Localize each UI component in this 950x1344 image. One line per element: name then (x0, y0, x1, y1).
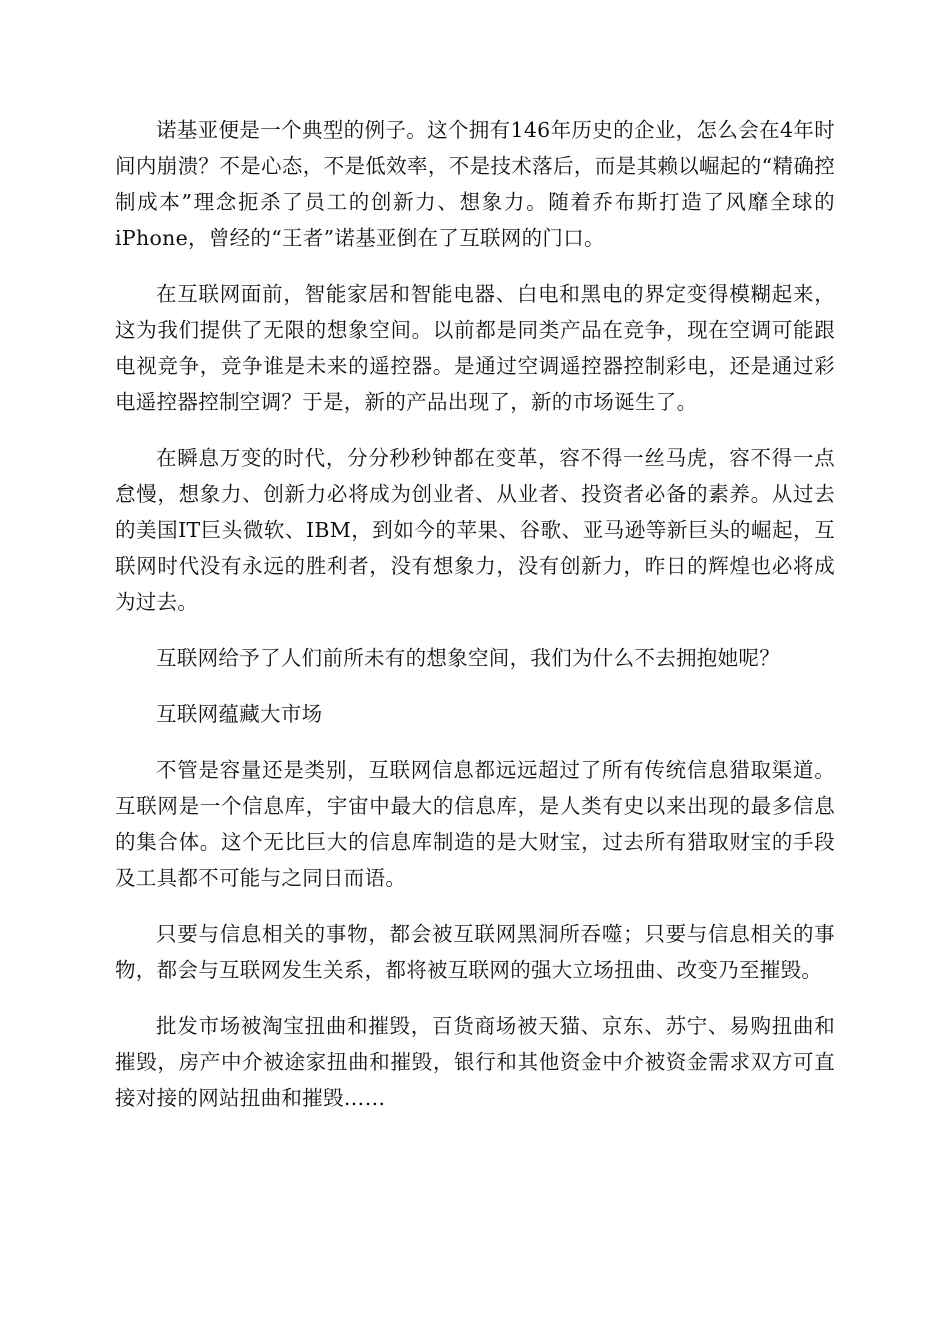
paragraph-disruption: 批发市场被淘宝扭曲和摧毁，百货商场被天猫、京东、苏宁、易购扭曲和摧毁，房产中介被途家扭曲和摧毁，银行和其他资金中介被资金需求双方可直接对接的网站扭曲和摧毁…… (115, 1014, 835, 1110)
paragraph-smart-home: 在互联网面前，智能家居和智能电器、白电和黑电的界定变得模糊起来，这为我们提供了无限的想象空间。以前都是同类产品在竞争，现在空调可能跟电视竞争，竞争谁是未来的遥控器。是通过空调遥控器控制彩电，还是通过彩电遥控器控制空调？于是，新的产品出现了，新的市场诞生了。 (115, 282, 835, 414)
paragraph-innovation: 在瞬息万变的时代，分分秒秒钟都在变革，容不得一丝马虎，容不得一点怠慢，想象力、创新力必将成为创业者、从业者、投资者必备的素养。从过去的美国IT巨头微软、IBM，到如今的苹果、谷歌、亚马逊等新巨头的崛起，互联网时代没有永远的胜利者，没有想象力，没有创新力，昨日的辉煌也必将成为过去。 (115, 446, 835, 614)
paragraph-black-hole: 只要与信息相关的事物，都会被互联网黑洞所吞噬；只要与信息相关的事物，都会与互联网发生关系，都将被互联网的强大立场扭曲、改变乃至摧毁。 (115, 922, 835, 982)
paragraph-information-library: 不管是容量还是类别，互联网信息都远远超过了所有传统信息猎取渠道。互联网是一个信息库，宇宙中最大的信息库，是人类有史以来出现的最多信息的集合体。这个无比巨大的信息库制造的是大财宝，过去所有猎取财宝的手段及工具都不可能与之同日而语。 (115, 758, 835, 890)
paragraph-nokia: 诺基亚便是一个典型的例子。这个拥有146年历史的企业，怎么会在4年时间内崩溃？不是心态，不是低效率，不是技术落后，而是其赖以崛起的“精确控制成本”理念扼杀了员工的创新力、想象力。随着乔布斯打造了风靡全球的iPhone，曾经的“王者”诺基亚倒在了互联网的门口。 (115, 118, 835, 250)
paragraph-imagination-space: 互联网给予了人们前所未有的想象空间，我们为什么不去拥抱她呢？ (156, 646, 780, 670)
document-body (115, 112, 835, 1136)
section-heading: 互联网蕴藏大市场 (156, 702, 323, 726)
